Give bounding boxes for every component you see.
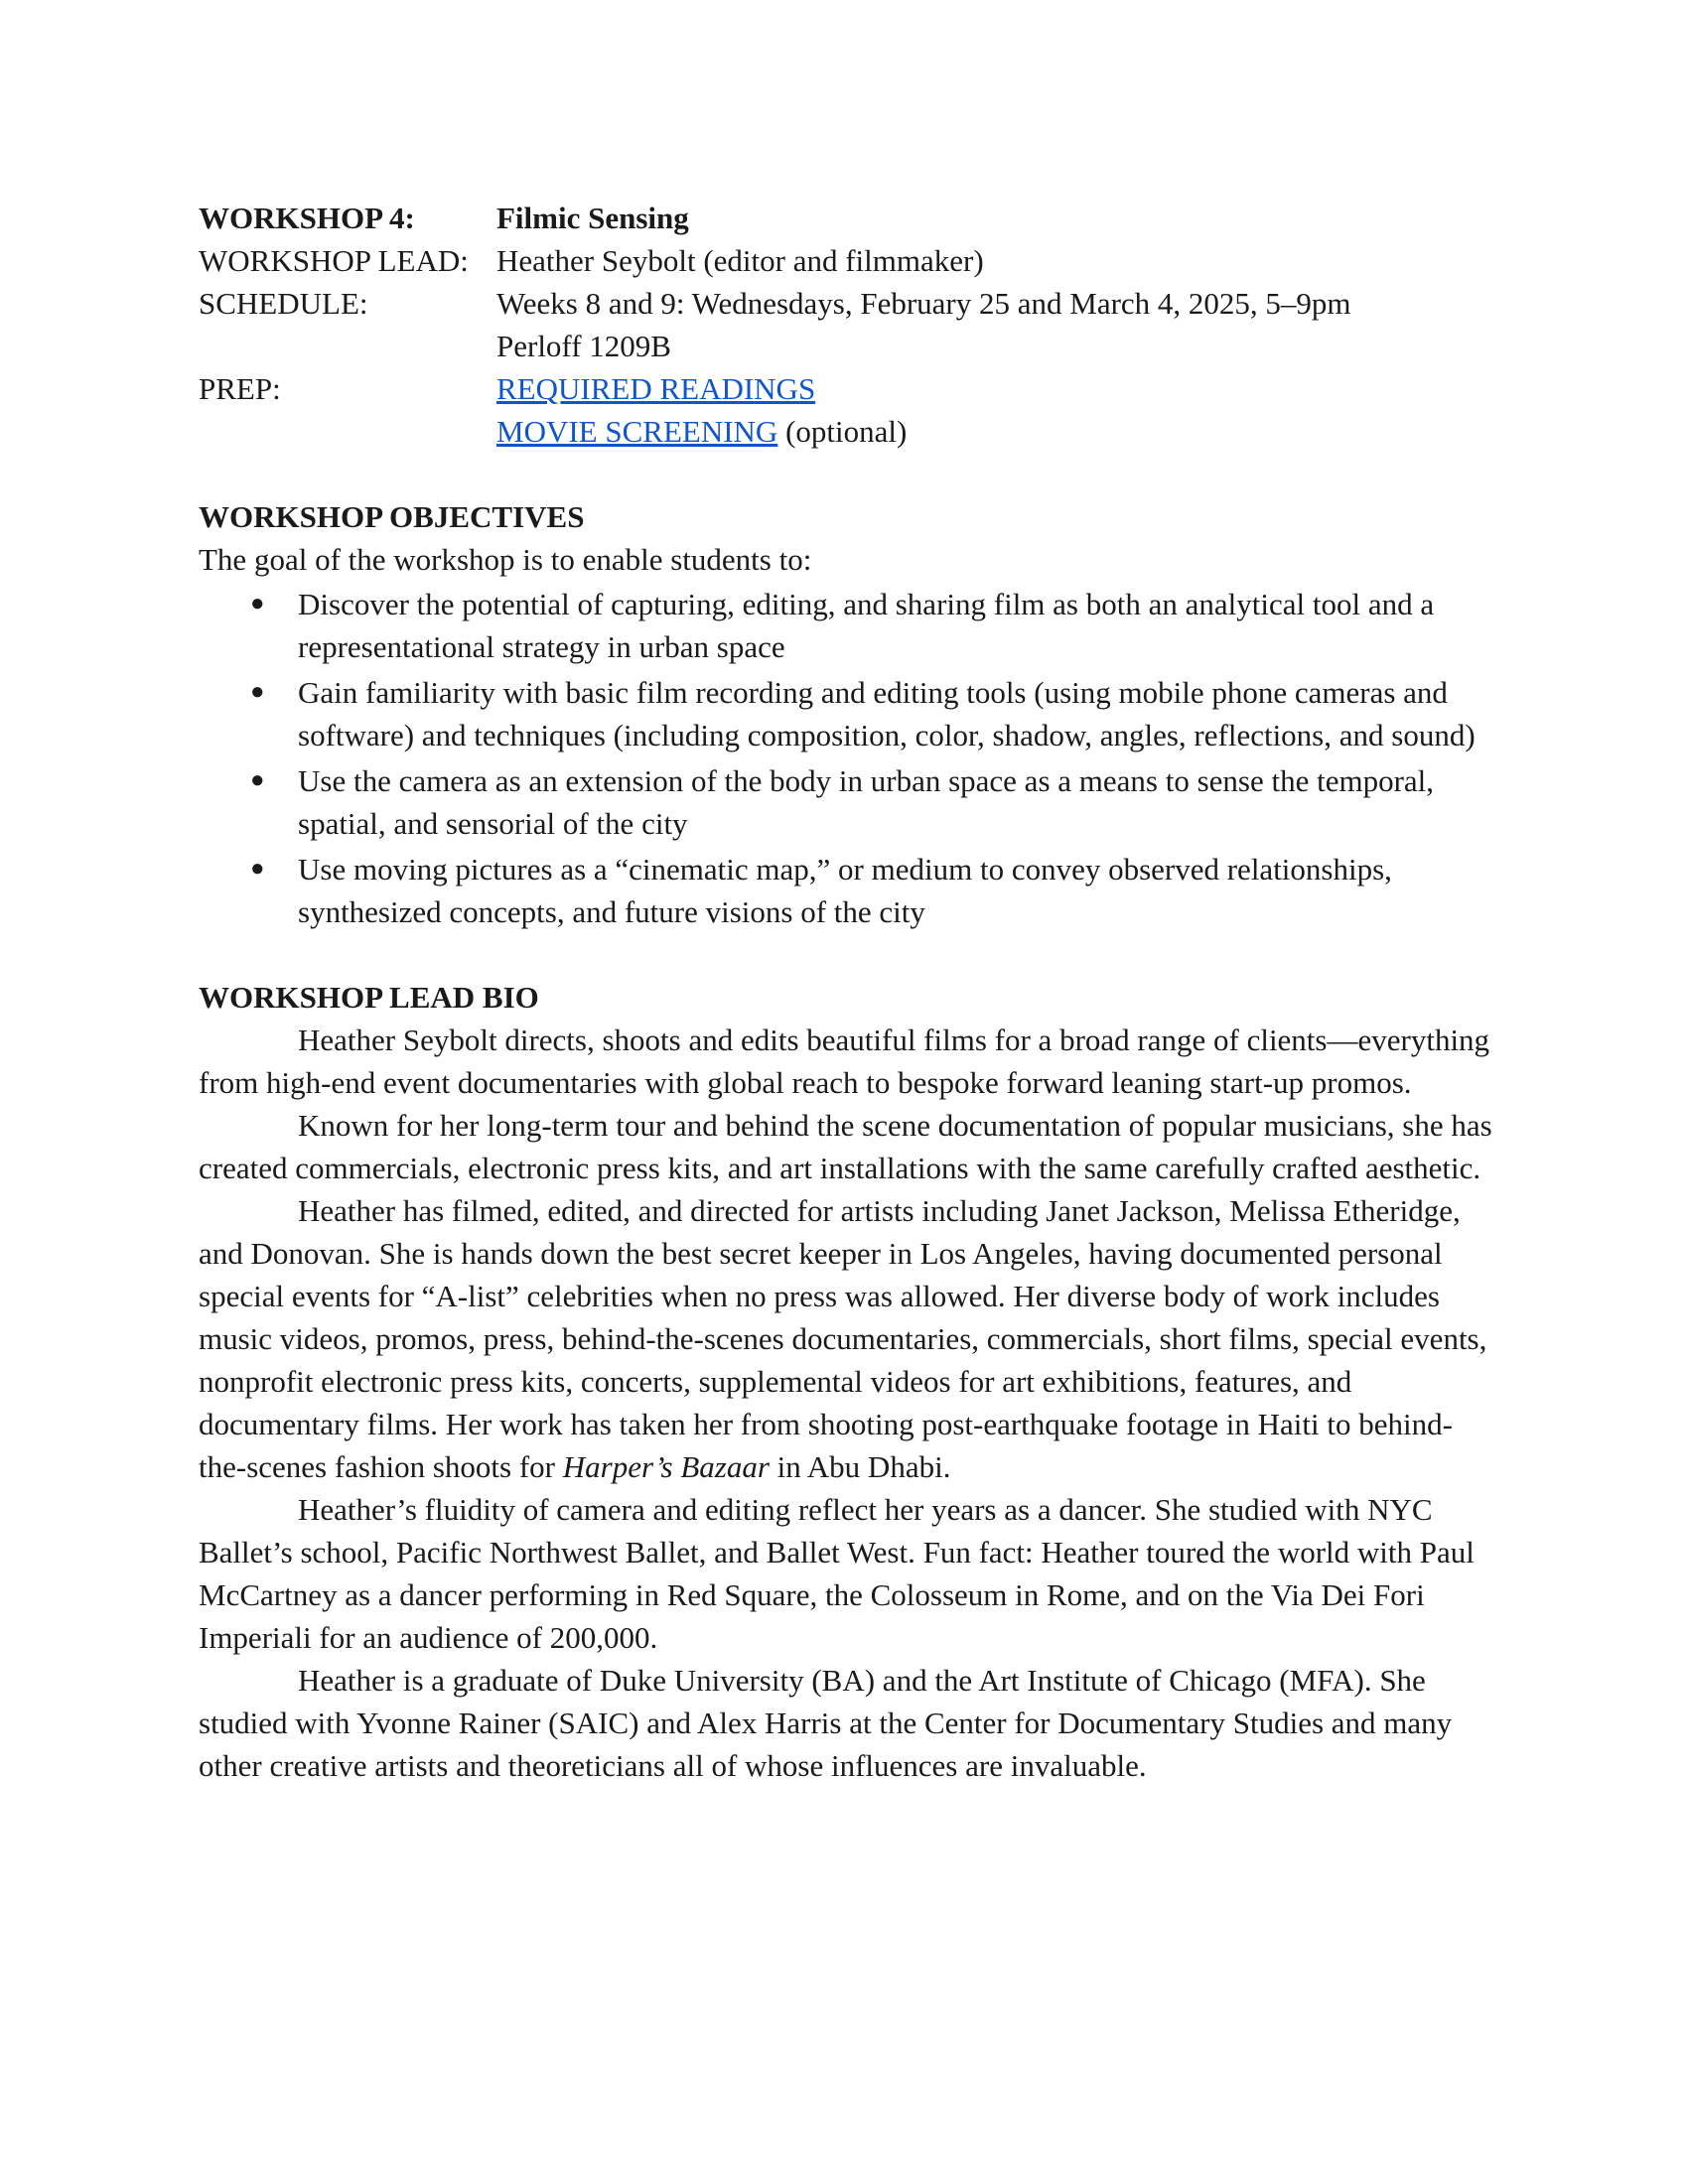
objectives-heading: WORKSHOP OBJECTIVES: [199, 499, 585, 534]
bullet-icon: ●: [250, 679, 265, 705]
objective-text: Discover the potential of capturing, editing, and sharing film as both an analytical tool and a representational strategy in urban space: [298, 587, 1435, 664]
schedule-row: [199, 282, 1499, 367]
list-item: [199, 671, 1499, 756]
bullet-icon: ●: [250, 767, 265, 793]
schedule-room: Perloff 1209B: [496, 329, 671, 363]
workshop-label: WORKSHOP 4:: [199, 201, 415, 235]
objective-text: Use moving pictures as a “cinematic map,” or medium to convey observed relationships, synthesized concepts, and future visions of the city: [298, 852, 1392, 929]
bio-p3-text-a: Heather has filmed, edited, and directed for artists including Janet Jackson, Melissa Etheridge, and Donovan. She is hands down the best secret keeper in Los Angeles, having documented personal special events for “A-list” celebrities when no press was allowed. Her diverse body of work includes music videos, promos, press, behind-the-scenes documentaries, commercials, short films, special events, nonprofit electronic press kits, concerts, supplemental videos for art exhibitions, features, and documentary films. Her work has taken her from shooting post-earthquake footage in Haiti to behind-the-scenes fashion shoots for: [199, 1193, 1487, 1484]
bio-heading: WORKSHOP LEAD BIO: [199, 980, 539, 1015]
prep-value: [496, 367, 1499, 453]
bio-paragraph-5: Heather is a graduate of Duke University (BA) and the Art Institute of Chicago (MFA). She studied with Yvonne Rainer (SAIC) and Alex Harris at the Center for Documentary Studies and many other creative artists and theoreticians all of whose influences are invaluable.: [199, 1663, 1453, 1783]
magazine-title: Harper’s Bazaar: [562, 1449, 770, 1484]
bio-paragraph-1: Heather Seybolt directs, shoots and edits beautiful films for a broad range of clients—everything from high-end event documentaries with global reach to bespoke forward leaning start-up promos.: [199, 1023, 1490, 1100]
workshop-row: [199, 197, 1499, 239]
objectives-list: [199, 583, 1499, 933]
objective-text: Use the camera as an extension of the body in urban space as a means to sense the temporal, spatial, and sensorial of the city: [298, 763, 1435, 841]
bio-paragraph-2: Known for her long-term tour and behind the scene documentation of popular musicians, she has created commercials, electronic press kits, and art installations with the same carefully crafted aesthetic.: [199, 1108, 1492, 1185]
schedule-label: SCHEDULE:: [199, 286, 368, 321]
header-block: [199, 197, 1499, 453]
list-item: [199, 759, 1499, 845]
schedule-dates: Weeks 8 and 9: Wednesdays, February 25 and March 4, 2025, 5–9pm: [496, 286, 1351, 321]
schedule-value: [496, 282, 1499, 367]
list-item: [199, 848, 1499, 933]
lead-value: Heather Seybolt (editor and filmmaker): [496, 243, 984, 278]
objective-text: Gain familiarity with basic film recording and editing tools (using mobile phone cameras and software) and techniques (including composition, color, shadow, angles, reflections, and sound): [298, 675, 1476, 752]
bio-p3-text-b: in Abu Dhabi.: [769, 1449, 951, 1484]
lead-row: [199, 239, 1499, 282]
bio-paragraph-3: [199, 1189, 1499, 1488]
objectives-intro: The goal of the workshop is to enable students to:: [199, 542, 812, 577]
movie-screening-link[interactable]: MOVIE SCREENING: [496, 414, 778, 449]
bullet-icon: ●: [250, 856, 265, 882]
workshop-title: Filmic Sensing: [496, 201, 689, 235]
optional-note: (optional): [777, 414, 908, 449]
bio-paragraph-4: Heather’s fluidity of camera and editing reflect her years as a dancer. She studied with NYC Ballet’s school, Pacific Northwest Ballet, and Ballet West. Fun fact: Heather toured the world with Paul McCartney as a dancer performing in Red Square, the Colosseum in Rome, and on the Via Dei Fori Imperiali for an audience of 200,000.: [199, 1492, 1475, 1655]
list-item: [199, 583, 1499, 668]
bullet-icon: ●: [250, 591, 265, 616]
prep-label: PREP:: [199, 371, 281, 406]
lead-label: WORKSHOP LEAD:: [199, 243, 469, 278]
prep-row: [199, 367, 1499, 453]
required-readings-link[interactable]: REQUIRED READINGS: [496, 371, 816, 406]
document-page: [199, 197, 1499, 1787]
